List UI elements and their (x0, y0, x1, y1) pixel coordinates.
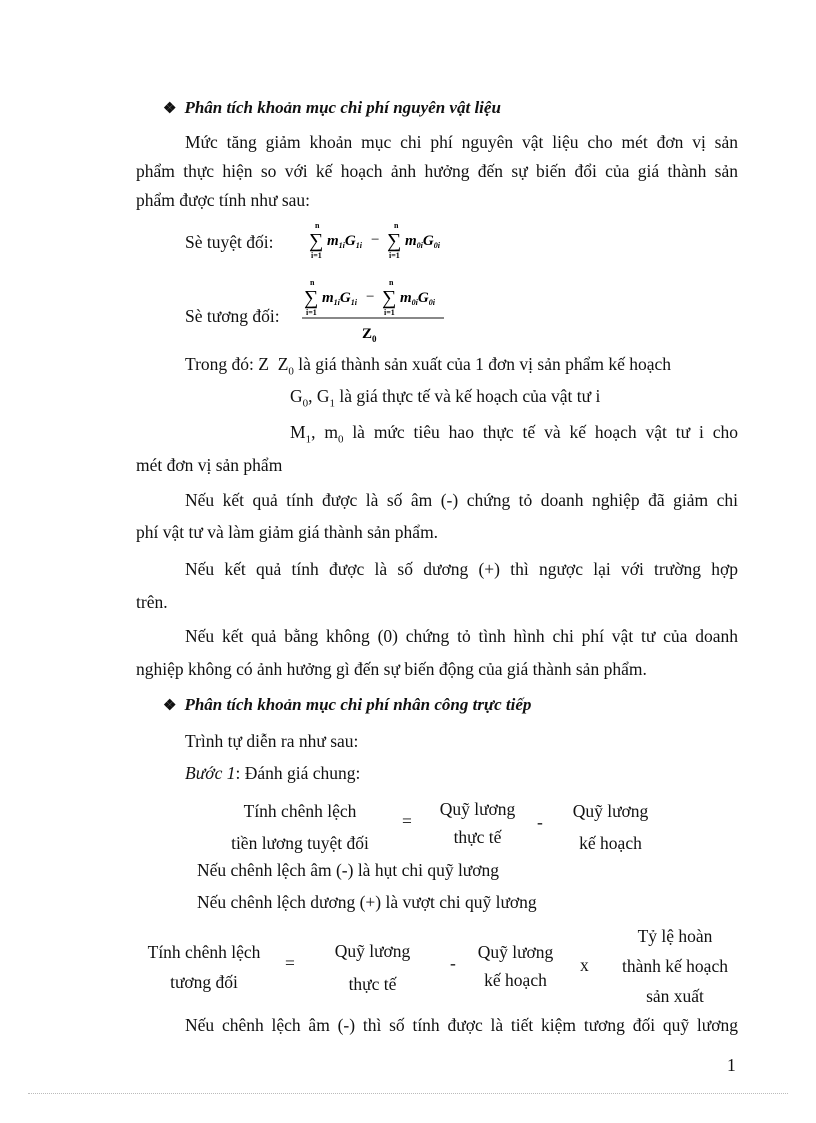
svg-text:Z0: $Z_0$ (362, 326, 377, 344)
paragraph-line: phẩm thực hiện so với kế hoạch ảnh hưởng đến sự biến đổi của giá thành sản (136, 161, 738, 181)
eq2-times: x (580, 955, 589, 975)
eq1-minus: - (537, 812, 543, 832)
paragraph-line: phí vật tư và làm giảm giá thành sản phẩm. (136, 522, 439, 542)
svg-text:−: − (371, 232, 380, 248)
eq2-completion-rate: Tỷ lệ hoàn thành kế hoạch sản xuất (622, 926, 728, 1006)
diamond-bullet-icon: ❖ (163, 698, 177, 714)
absolute-label: Sè tuyệt đối: (185, 232, 274, 252)
sum-upper: n (315, 221, 320, 230)
relative-formula (300, 276, 450, 348)
note-positive: Nếu chênh lệch dương (+) là vượt chi quỹ lương (197, 892, 537, 912)
relative-label: Sè tương đối: (185, 306, 280, 326)
eq1-equals: = (402, 811, 412, 831)
where-line-3-end: mét đơn vị sản phẩm (136, 455, 283, 475)
eq2-minus: - (450, 953, 456, 973)
absolute-formula (305, 220, 455, 264)
sigma-icon: ∑ (309, 230, 324, 252)
svg-text:−: − (366, 289, 375, 305)
where-line-1: Trong đó: Z $Z_0$ là giá thành sản xuất của 1 đơn vị sản phẩm kế hoạch (185, 354, 672, 378)
paragraph-line: Nếu kết quả tính được là số âm (-) chứng tỏ doanh nghiệp đã giảm chi (185, 490, 738, 510)
eq1-planned-fund: Quỹ lương kế hoạch (572, 801, 649, 853)
svg-text:m0iG0i: $m_{0i}G_{0i}$ (400, 290, 435, 307)
section-heading-labor: ❖ Phân tích khoản mục chi phí nhân công trực tiếp (163, 695, 532, 714)
sigma-icon: ∑ (382, 287, 397, 309)
svg-text:i=1: i=1 (384, 308, 395, 317)
paragraph-line: trên. (136, 592, 168, 612)
paragraph-line: phẩm được tính như sau: (136, 190, 311, 210)
footer-divider (28, 1093, 788, 1094)
paragraph-line: Nếu kết quả tính được là số dương (+) thì ngược lại với trường hợp (185, 559, 738, 579)
svg-text:i=1: i=1 (306, 308, 317, 317)
eq2-lhs: Tính chênh lệch tương đối (147, 942, 261, 992)
svg-text:m1iG1i: $m_{1i}G_{1i}$ (322, 290, 357, 307)
eq2-planned-fund: Quỹ lương kế hoạch (477, 942, 554, 990)
intro-line: Trình tự diễn ra như sau: (185, 731, 359, 751)
where-line-3: $M_1$, $m_0$ là mức tiêu hao thực tế và kế hoạch vật tư i cho (290, 422, 738, 446)
svg-text:m1iG1i: $m_{1i}G_{1i}$ (327, 233, 362, 250)
page-number: 1 (727, 1055, 736, 1075)
eq1-lhs: Tính chênh lệch tiền lương tuyệt đối (231, 801, 369, 853)
sum-lower: i=1 (311, 251, 322, 260)
section-heading-materials: ❖ Phân tích khoản mục chi phí nguyên vật liệu (163, 98, 501, 117)
svg-text:n: n (394, 221, 399, 230)
step-line: Bước 1: Đánh giá chung: (185, 763, 361, 783)
last-line: Nếu chênh lệch âm (-) thì số tính được là tiết kiệm tương đối quỹ lương (185, 1015, 738, 1035)
where-line-2: $G_0$, $G_1$ là giá thực tế và kế hoạch của vật tư i (290, 386, 601, 410)
eq2-actual-fund: Quỹ lương thực tế (334, 941, 411, 994)
diamond-bullet-icon: ❖ (163, 101, 177, 117)
paragraph-line: nghiệp không có ảnh hưởng gì đến sự biến động của giá thành sản phẩm. (136, 659, 647, 679)
sigma-icon: ∑ (387, 230, 402, 252)
svg-text:i=1: i=1 (389, 251, 400, 260)
eq1-actual-fund: Quỹ lương thực tế (439, 799, 516, 847)
sigma-icon: ∑ (304, 287, 319, 309)
svg-text:n: n (389, 278, 394, 287)
paragraph-line: Mức tăng giảm khoản mục chi phí nguyên vật liệu cho mét đơn vị sản (185, 132, 738, 152)
eq2-equals: = (285, 953, 295, 973)
svg-text:n: n (310, 278, 315, 287)
svg-text:m0iG0i: $m_{0i}G_{0i}$ (405, 233, 440, 250)
note-negative: Nếu chênh lệch âm (-) là hụt chi quỹ lương (197, 860, 500, 880)
paragraph-line: Nếu kết quả bằng không (0) chứng tỏ tình hình chi phí vật tư của doanh (185, 626, 738, 646)
